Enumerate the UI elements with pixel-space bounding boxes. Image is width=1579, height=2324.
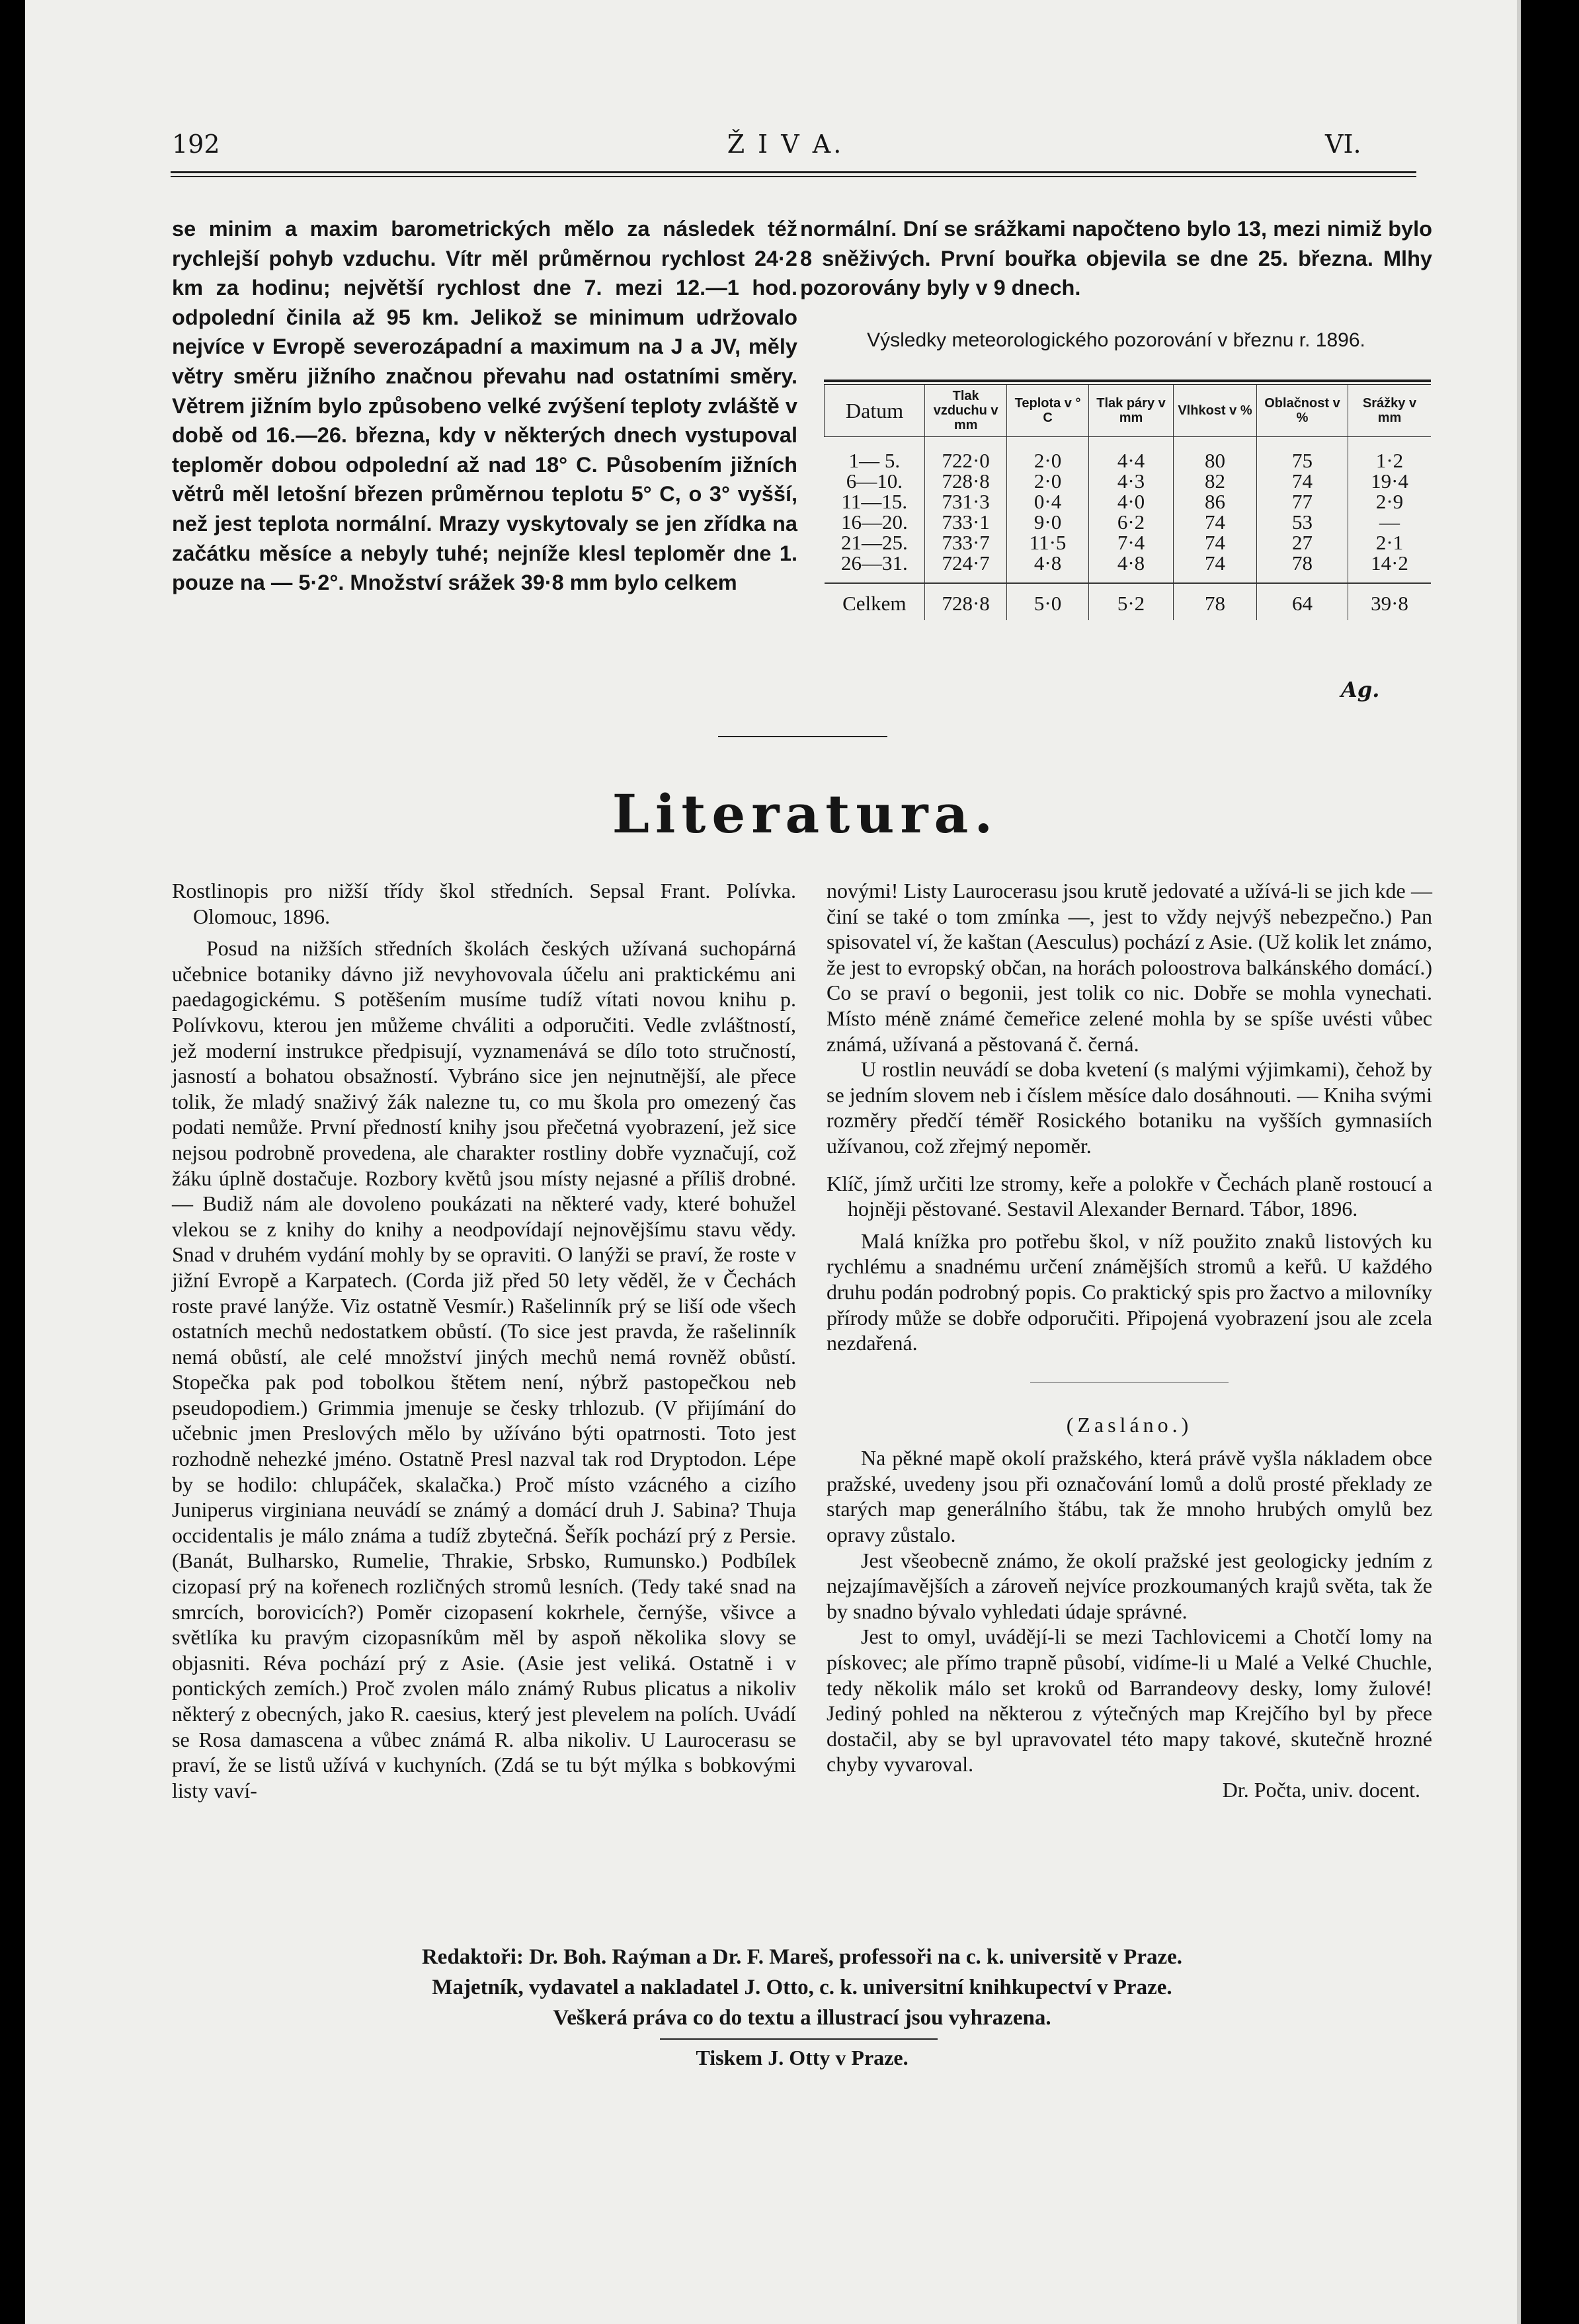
table-cell: 722·0 [925,437,1007,471]
table-cell: 19·4 [1348,471,1432,491]
zaslano-paragraph: Jest to omyl, uvádějí-li se mezi Tachlovicemi a Chotčí lomy na pískovec; ale přímo trapně působí, vidíme-li u Malé a Velké Chuchle, tedy několik málo set kroků od Barrandeovy desky, lomy žulové! Jediný pohled na některou z výtečných map Krejčího byl by přece dostačil, aby se byl upravovatel této mapy takové, skutečně hrozné chyby vyvaroval. [827,1624,1432,1777]
header-cell: Tlak páry v mm [1089,385,1174,437]
review-paragraph: novými! Listy Laurocerasu jsou krutě jedovaté a užívá-li se jich kde — činí se také o tom zmínka —, jest to vždy nejvýš nebezpečno.) Pan spisovatel ví, že kaštan (Aesculus) pochází z Asie. (Už kolik let známo, že jest to evropský občan, na horách poloostrova balkánského domácí.) Co se praví o begonii, jest tolik co nic. Dobře se mohla vynechati. Místo méně známé čemeřice zelené mohla by se spíše uvésti vůbec známá, užívaná a pěstovaná č. černá. [827,879,1432,1056]
report-column-left [172,214,797,598]
literature-column-left [172,878,796,1803]
review-paragraph: Posud na nižších středních školách českých užívaná suchopárná učebnice botaniky dávno již nevyhovovala účelu ani praktickému ani paedagogickému. S potěšením musíme tudíž vítati novou knihu p. Polívkovu, kterou jen můžeme chváliti a odporučiti. Vedle zvláštností, jež moderní instrukce předpisují, vyznamenává se dílo toto stručností, jasností a bohatou obsažností. Vybráno sice jen nejnutnější, ale přece tolik, že mladý snaživý žák nalezne tu, co mu škola pro omezený čas podati nemůže. První předností knihy jsou přečetná vyobrazení, jež sice nejsou podrobně provedena, ale charakter rostliny dobře vyznačují, což žáku úplně dostačuje. Rozbory květů jsou místy nejasné a příliš drobné. — Budiž nám ale dovoleno poukázati na některé vady, které bohužel vlekou se z knihy do knihy a neodpovídají nejnovějšímu stavu vědy. Snad v druhém vydání mohly by se opraviti. O lanýži se praví, že roste v jižní Evropě a Karpatech. (Corda již před 50 lety věděl, že v Čechách roste pravé lanýže. Viz ostatně Vesmír.) Rašelinník prý se liší ode všech ostatních mechů nedostatkem obůstí. (To sice jest pravda, že rašelinník nemá obůstí, ale celé množství jiných mechů nemá rovněž obůstí. Stopečka pak pod tobolkou štětem není, nýbrž pastopečkou neb pseudopodiem.) Grimmia jmenuje se česky trhlozub. (V přijímání do učebnic jmen Preslových mělo by užíváno býti opatrnosti. Toto jest rozhodně nehezké jméno. Ostatně Presl nazval tak rod Dryptodon. Lépe by se hodilo: chlupáček, skalačka.) Proč místo vzácného a cizího Juniperus virginiana neuvádí se známý a domácí druh J. Sabina? Thuja occidentalis je málo známa a tudíž zbytečná. Šeřík pochází prý z Persie. (Banát, Bulharsko, Rumelie, Thrakie, Srbsko, Rumunsko.) Podbílek cizopasí prý na kořenech rozličných stromů lesních. (Tedy také snad na smrcích, borovicích?) Poměr cizopasení kokrhele, černýše, všivce a světlíka ku pravým cizopasníkům měl by aspoň několika slovy se objasniti. Réva pochází prý z Asie. (Asie jest veliká. Ostatně i v pontických zemích.) Proč zvolen málo známý Rubus plicatus a nikoliv některý z obecných, jako R. caesius, který jest plevelem na polích. Uvádí se Rosa damascena a vůbec známá R. alba nikoliv. U Laurocerasu se praví, že se listů užívá v kuchyních. (Zdá se tu být mýlka s bobkovými listy vaví- [172,936,796,1802]
review-paragraph: U rostlin neuvádí se doba kvetení (s malými výjimkami), čehož by se jedním slovem neb i číslem měsíce dalo dosáhnouti. — Kniha svými rozměry předčí téměř Rosického botaniku na vyšších gymnasiích užívanou, což zřejmý nepoměr. [827,1057,1432,1158]
table-cell: 4·8 [1089,553,1174,583]
table-cell: 74 [1174,553,1257,583]
table-cell: 78 [1174,583,1257,620]
table-cell: 21—25. [825,532,925,553]
zaslano-paragraph: Jest všeobecně známo, že okolí pražské jest geologicky jedním z nejzajímavějších a zároveň nejvíce prozkoumaných krajů světa, tak že by snadno bývalo vyhledati údaje správné. [827,1548,1432,1623]
header-cell: Teplota v ° C [1007,385,1089,437]
table-top-rule [824,380,1431,382]
table-row [825,512,1432,532]
table-cell: 728·8 [925,471,1007,491]
table-row [825,491,1432,512]
table-cell: 6·2 [1089,512,1174,532]
table-cell: 4·8 [1007,553,1089,583]
table-cell: 77 [1256,491,1348,512]
table-cell: 27 [1256,532,1348,553]
zaslano-heading: (Zasláno.) [1066,1412,1193,1437]
table-cell: 78 [1256,553,1348,583]
table-cell: 82 [1174,471,1257,491]
journal-title: Ž I V A. [727,130,844,159]
table-row [825,437,1432,471]
table-cell: 2·0 [1007,471,1089,491]
table-cell: 4·3 [1089,471,1174,491]
section-divider [718,736,887,737]
table-cell: 2·0 [1007,437,1089,471]
table-cell: 4·4 [1089,437,1174,471]
table-cell: 11·5 [1007,532,1089,553]
table-cell: 9·0 [1007,512,1089,532]
table-header-row [825,385,1432,437]
table-cell: 64 [1256,583,1348,620]
table-cell: 74 [1174,512,1257,532]
table-cell: 26—31. [825,553,925,583]
report-paragraph: se minim a maxim barometrických mělo za následek též rychlejší pohyb vzduchu. Vítr měl průměrnou rychlost 24·2 km za hodinu; největší rychlost dne 7. mezi 12.—1 hod. odpolední činila až 95 km. Jelikož se minimum udržovalo nejvíce v Evropě severozápadní a maximum na J a JV, měly větry směru jižního značnou převahu nad ostatními směry. Větrem jižním bylo způsobeno velké zvýšení teploty zvláště v době od 16.—26. března, kdy v některých dnech vystupoval teploměr dobou odpolední až nad 18° C. Působením jižních větrů měl letošní březen průměrnou teplotu 5° C, o 3° vyšší, než jest teplota normální. Mrazy vyskytovaly se jen zřídka na začátku měsíce a nebyly tuhé; nejníže klesl teploměr dne 1. pouze na — 5·2°. Množství srážek 39·8 mm bylo celkem [172,217,797,595]
table-row [825,532,1432,553]
table-cell: 11—15. [825,491,925,512]
table-cell: — [1348,512,1432,532]
table-cell: 80 [1174,437,1257,471]
table-cell: 16—20. [825,512,925,532]
scanned-page [25,0,1521,2324]
table-cell: 7·4 [1089,532,1174,553]
table-title: Výsledky meteorologického pozorování v březnu r. 1896. [867,329,1365,351]
table-cell: 733·7 [925,532,1007,553]
zaslano-divider [1030,1382,1229,1383]
weather-table [824,385,1431,620]
table-cell: 728·8 [925,583,1007,620]
table-cell: 14·2 [1348,553,1432,583]
table-cell: 75 [1256,437,1348,471]
footer-editors: Redaktoři: Dr. Boh. Raýman a Dr. F. Mareš, professoři na c. k. universitě v Praze. [421,1945,1183,1969]
table-row [825,471,1432,491]
table-cell: 1— 5. [825,437,925,471]
book-entry: Klíč, jímž určiti lze stromy, keře a polokře v Čechách planě rostoucí a hojněji pěstované. Sestavil Alexander Bernard. Tábor, 1896. [827,1171,1432,1221]
page-number: 192 [172,130,220,159]
review-paragraph: Malá knížka pro potřebu škol, v níž použito znaků listových ku rychlému a snadnému určení známějších stromů a keřů. U každého druhu podán podrobný popis. Co praktický spis pro žactvo a milovníky přírody může se dobře odporučiti. Připojená vyobrazení jsou ale zcela nezdařená. [827,1228,1432,1355]
table-cell: 4·0 [1089,491,1174,512]
footer-printer: Tiskem J. Otty v Praze. [696,2046,909,2069]
zaslano-signature: Dr. Počta, univ. docent. [1222,1778,1420,1802]
book-entry: Rostlinopis pro nižší třídy škol středních. Sepsal Frant. Polívka. Olomouc, 1896. [172,879,796,928]
literature-heading: Literatura. [612,783,999,845]
table-cell: 39·8 [1348,583,1432,620]
header-cell: Datum [825,385,925,437]
table-cell: Celkem [825,583,925,620]
table-cell: 731·3 [925,491,1007,512]
footer-rights: Veškerá práva co do textu a illustrací jsou vyhrazena. [553,2006,1051,2030]
report-column-right [800,214,1432,303]
footer-publisher: Majetník, vydavatel a nakladatel J. Otto, c. k. universitní knihkupectví v Praze. [432,1976,1172,1999]
footer-rule [660,2038,938,2040]
table-cell: 2·9 [1348,491,1432,512]
table-cell: 6—10. [825,471,925,491]
table-cell: 5·0 [1007,583,1089,620]
header-cell: Vlhkost v % [1174,385,1257,437]
table-cell: 2·1 [1348,532,1432,553]
table-cell: 5·2 [1089,583,1174,620]
table-cell: 74 [1174,532,1257,553]
header-rule-thin [171,176,1416,177]
table-cell: 724·7 [925,553,1007,583]
header-cell: Tlak vzduchu v mm [925,385,1007,437]
table-cell: 733·1 [925,512,1007,532]
table-cell: 74 [1256,471,1348,491]
header-cell: Srážky v mm [1348,385,1432,437]
table-row [825,553,1432,583]
report-paragraph-continued: normální. Dní se srážkami napočteno bylo 13, mezi nimiž bylo 8 sněživých. První bouřka objevila se dne 25. března. Mlhy pozorovány byly v 9 dnech. [800,217,1432,300]
zaslano-paragraph: Na pěkné mapě okolí pražského, která právě vyšla nákladem obce pražské, uvedeny jsou při označování lomů a dolů prosté překlady ze starých map generálního štábu, tak že mnoho hrubých omylů bez opravy zůstalo. [827,1446,1432,1547]
table-cell: 0·4 [1007,491,1089,512]
weather-table-wrap [824,380,1431,620]
volume-number: VI. [1325,130,1361,159]
report-signature: Ag. [1341,677,1380,702]
header-cell: Oblačnost v % [1256,385,1348,437]
table-cell: 1·2 [1348,437,1432,471]
header-rule [171,171,1416,173]
table-total-row [825,583,1432,620]
table-cell: 86 [1174,491,1257,512]
literature-column-right [827,878,1432,1803]
table-cell: 53 [1256,512,1348,532]
